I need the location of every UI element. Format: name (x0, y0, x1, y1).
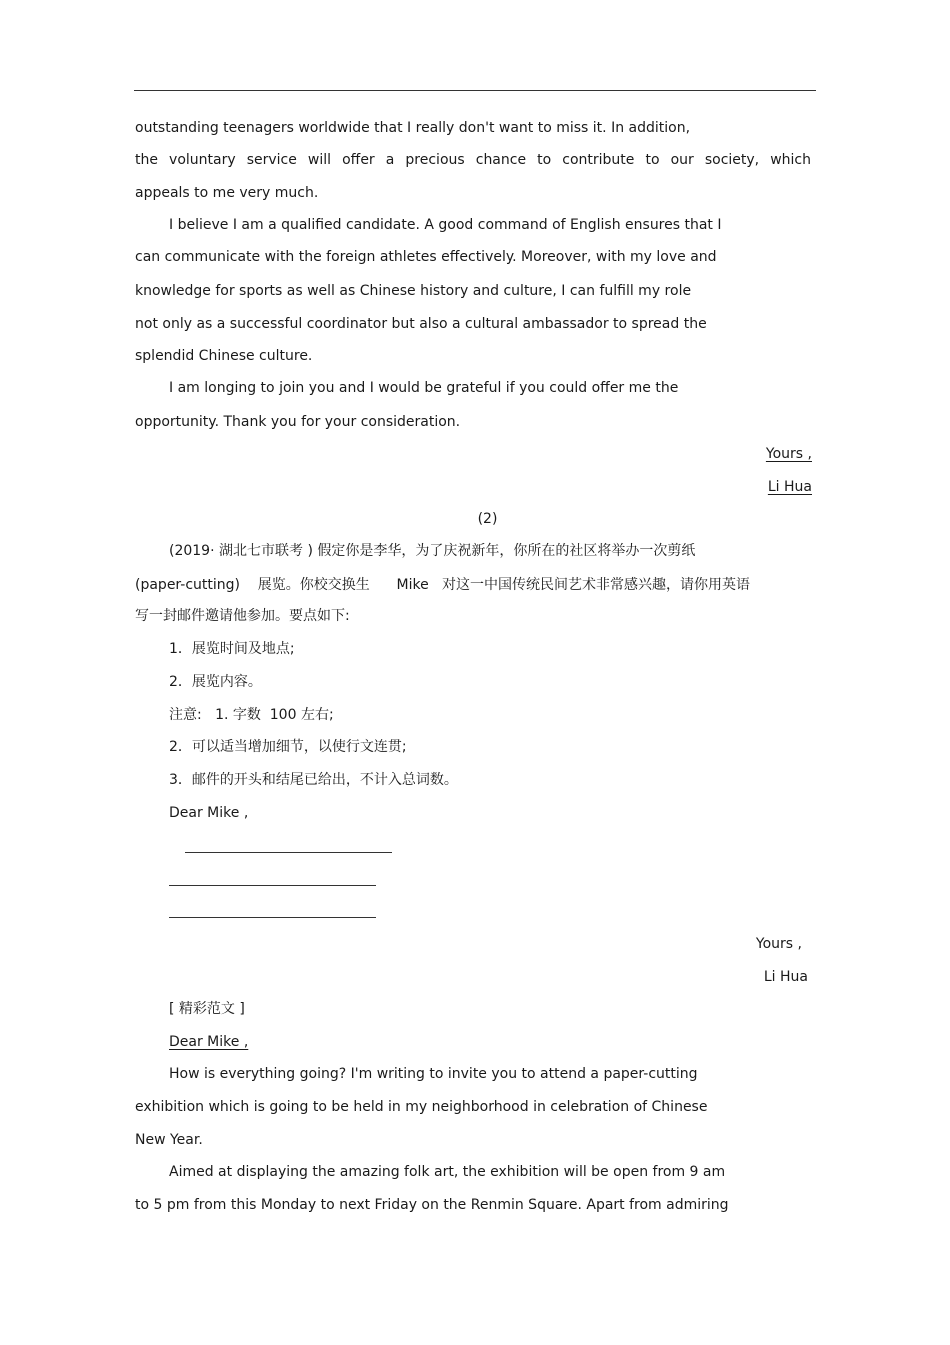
letter1-p2-line4: not only as a successful coordinator but also a cultural ambassador to spread the (135, 316, 707, 332)
task-prompt-line3: 写一封邮件邀请他参加。要点如下: (135, 608, 350, 624)
task-number: (2) (477, 511, 498, 527)
task-note-1: 注意: 1. 字数 100 左右; (169, 707, 334, 723)
answer-blank-2 (169, 885, 376, 886)
sample-p1-line2: exhibition which is going to be held in my neighborhood in celebration of Chinese (135, 1099, 708, 1115)
letter1-p3-line2: opportunity. Thank you for your consideration. (135, 414, 461, 430)
sample-p2-line2: to 5 pm from this Monday to next Friday on the Renmin Square. Apart from admiring (135, 1197, 729, 1213)
letter1-p2-line3: knowledge for sports as well as Chinese history and culture, I can fulfill my role (135, 283, 692, 299)
letter1-closing: Yours , (765, 446, 812, 462)
answer-blank-3 (169, 917, 376, 918)
letter1-p2-line5: splendid Chinese culture. (135, 348, 313, 364)
letter1-p3-line1: I am longing to join you and I would be grateful if you could offer me the (169, 380, 679, 396)
sample-greeting: Dear Mike , (169, 1034, 249, 1050)
header-rule (134, 90, 816, 91)
task-signature: Li Hua (763, 969, 808, 985)
letter1-p1-line3: appeals to me very much. (135, 185, 319, 201)
task-point-1: 1．展览时间及地点; (169, 641, 295, 657)
letter1-p2-line1: I believe I am a qualified candidate. A good command of English ensures that I (169, 217, 722, 233)
letter1-p1-line2: the voluntary service will offer a precious chance to contribute to our society, which (135, 152, 811, 168)
task-greeting: Dear Mike , (169, 805, 249, 821)
answer-blank-1 (185, 852, 392, 853)
task-prompt-line2: (paper-cutting) 展览。你校交换生 Mike 对这一中国传统民间艺术非常感兴趣，请你用英语 (135, 577, 751, 593)
task-point-2: 2．展览内容。 (169, 674, 262, 690)
task-closing: Yours , (755, 936, 802, 952)
letter1-signature: Li Hua (767, 479, 812, 495)
task-prompt-line1: (2019· 湖北七市联考 ) 假定你是李华，为了庆祝新年，你所在的社区将举办一次剪纸 (169, 543, 696, 559)
sample-p2-line1: Aimed at displaying the amazing folk art, the exhibition will be open from 9 am (169, 1164, 726, 1180)
sample-heading: [ 精彩范文 ] (169, 1001, 245, 1017)
letter1-p2-line2: can communicate with the foreign athletes effectively. Moreover, with my love and (135, 249, 717, 265)
letter1-p1-line1: outstanding teenagers worldwide that I really don't want to miss it. In addition, (135, 120, 691, 136)
sample-p1-line3: New Year. (135, 1132, 203, 1148)
task-note-2: 2．可以适当增加细节，以使行文连贯; (169, 739, 407, 755)
task-note-3: 3．邮件的开头和结尾已给出，不计入总词数。 (169, 772, 458, 788)
sample-p1-line1: How is everything going? I'm writing to invite you to attend a paper-cutting (169, 1066, 698, 1082)
